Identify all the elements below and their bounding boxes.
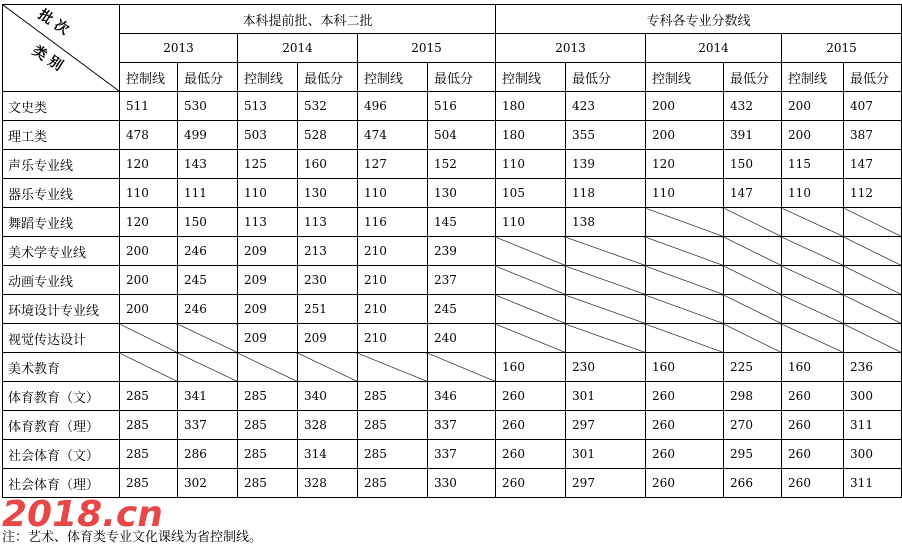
score-cell: 160 — [646, 353, 724, 382]
watermark-logo: 2018.cn — [2, 494, 163, 535]
score-cell: 209 — [238, 295, 298, 324]
empty-slash-cell — [566, 295, 646, 324]
empty-slash-cell — [844, 324, 902, 353]
score-cell: 112 — [844, 179, 902, 208]
subheader-min-score: 最低分 — [428, 63, 496, 92]
year-header: 2013 — [120, 34, 238, 63]
score-cell: 209 — [238, 237, 298, 266]
empty-slash-cell — [844, 208, 902, 237]
table-row — [3, 208, 902, 237]
score-cell: 200 — [120, 266, 178, 295]
score-cell: 105 — [496, 179, 566, 208]
score-cell: 300 — [844, 382, 902, 411]
table-row — [3, 295, 902, 324]
score-cell: 225 — [724, 353, 782, 382]
score-cell: 110 — [358, 179, 428, 208]
score-cell: 236 — [844, 353, 902, 382]
score-cell: 260 — [782, 469, 844, 498]
score-cell: 127 — [358, 150, 428, 179]
category-cell: 社会体育（理） — [3, 469, 120, 498]
score-cell: 260 — [782, 440, 844, 469]
empty-slash-cell — [844, 295, 902, 324]
score-cell: 160 — [496, 353, 566, 382]
score-cell: 116 — [358, 208, 428, 237]
empty-slash-cell — [496, 324, 566, 353]
table-row — [3, 150, 902, 179]
empty-slash-cell — [566, 237, 646, 266]
group-header-undergrad: 本科提前批、本科二批 — [120, 5, 496, 34]
subheader-control-line: 控制线 — [120, 63, 178, 92]
corner-label-category: 类别 — [29, 42, 70, 77]
score-table — [2, 4, 902, 498]
score-cell: 110 — [496, 208, 566, 237]
score-cell: 230 — [566, 353, 646, 382]
score-cell: 130 — [298, 179, 358, 208]
table-row — [3, 411, 902, 440]
category-cell: 社会体育（文） — [3, 440, 120, 469]
table-row — [3, 324, 902, 353]
score-cell: 478 — [120, 121, 178, 150]
year-header: 2014 — [238, 34, 358, 63]
score-cell: 251 — [298, 295, 358, 324]
empty-slash-cell — [724, 324, 782, 353]
score-cell: 330 — [428, 469, 496, 498]
score-cell: 528 — [298, 121, 358, 150]
score-cell: 237 — [428, 266, 496, 295]
table-row — [3, 92, 902, 121]
empty-slash-cell — [178, 353, 238, 382]
corner-label-batch: 批次 — [35, 6, 76, 41]
score-cell: 355 — [566, 121, 646, 150]
empty-slash-cell — [646, 237, 724, 266]
score-cell: 499 — [178, 121, 238, 150]
score-cell: 213 — [298, 237, 358, 266]
category-cell: 理工类 — [3, 121, 120, 150]
score-cell: 270 — [724, 411, 782, 440]
empty-slash-cell — [724, 237, 782, 266]
year-header: 2015 — [358, 34, 496, 63]
score-cell: 130 — [428, 179, 496, 208]
score-cell: 260 — [496, 382, 566, 411]
score-cell: 532 — [298, 92, 358, 121]
table-row — [3, 266, 902, 295]
empty-slash-cell — [782, 295, 844, 324]
score-cell: 147 — [844, 150, 902, 179]
subheader-min-score: 最低分 — [298, 63, 358, 92]
empty-slash-cell — [120, 353, 178, 382]
score-cell: 138 — [566, 208, 646, 237]
score-cell: 511 — [120, 92, 178, 121]
score-cell: 110 — [120, 179, 178, 208]
score-cell: 295 — [724, 440, 782, 469]
score-cell: 337 — [178, 411, 238, 440]
score-cell: 260 — [646, 411, 724, 440]
score-cell: 110 — [496, 150, 566, 179]
score-cell: 311 — [844, 411, 902, 440]
score-cell: 286 — [178, 440, 238, 469]
score-cell: 125 — [238, 150, 298, 179]
score-cell: 285 — [358, 411, 428, 440]
empty-slash-cell — [724, 208, 782, 237]
empty-slash-cell — [844, 237, 902, 266]
score-cell: 297 — [566, 411, 646, 440]
empty-slash-cell — [782, 208, 844, 237]
score-cell: 246 — [178, 237, 238, 266]
score-cell: 200 — [646, 92, 724, 121]
score-cell: 209 — [298, 324, 358, 353]
score-cell: 260 — [646, 469, 724, 498]
score-cell: 285 — [358, 469, 428, 498]
subheader-control-line: 控制线 — [358, 63, 428, 92]
score-cell: 160 — [298, 150, 358, 179]
score-cell: 120 — [120, 208, 178, 237]
score-cell: 391 — [724, 121, 782, 150]
score-cell: 407 — [844, 92, 902, 121]
empty-slash-cell — [782, 237, 844, 266]
category-cell: 器乐专业线 — [3, 179, 120, 208]
score-cell: 285 — [120, 382, 178, 411]
category-cell: 环境设计专业线 — [3, 295, 120, 324]
score-cell: 516 — [428, 92, 496, 121]
score-cell: 260 — [646, 440, 724, 469]
empty-slash-cell — [496, 237, 566, 266]
score-cell: 432 — [724, 92, 782, 121]
score-cell: 260 — [496, 469, 566, 498]
score-cell: 285 — [238, 440, 298, 469]
score-cell: 504 — [428, 121, 496, 150]
empty-slash-cell — [646, 295, 724, 324]
score-cell: 210 — [358, 295, 428, 324]
score-cell: 120 — [646, 150, 724, 179]
empty-slash-cell — [566, 324, 646, 353]
category-cell: 文史类 — [3, 92, 120, 121]
year-header: 2014 — [646, 34, 782, 63]
score-cell: 302 — [178, 469, 238, 498]
score-cell: 474 — [358, 121, 428, 150]
score-cell: 285 — [238, 382, 298, 411]
score-cell: 260 — [496, 440, 566, 469]
category-cell: 声乐专业线 — [3, 150, 120, 179]
empty-slash-cell — [646, 208, 724, 237]
empty-slash-cell — [844, 266, 902, 295]
table-row — [3, 121, 902, 150]
score-cell: 300 — [844, 440, 902, 469]
empty-slash-cell — [646, 324, 724, 353]
empty-slash-cell — [120, 324, 178, 353]
subheader-control-line: 控制线 — [646, 63, 724, 92]
score-cell: 200 — [782, 121, 844, 150]
score-cell: 113 — [238, 208, 298, 237]
score-cell: 139 — [566, 150, 646, 179]
score-cell: 337 — [428, 411, 496, 440]
category-cell: 动画专业线 — [3, 266, 120, 295]
score-cell: 110 — [782, 179, 844, 208]
empty-slash-cell — [496, 266, 566, 295]
table-row — [3, 237, 902, 266]
score-cell: 240 — [428, 324, 496, 353]
score-cell: 285 — [358, 440, 428, 469]
score-cell: 285 — [358, 382, 428, 411]
empty-slash-cell — [238, 353, 298, 382]
empty-slash-cell — [496, 295, 566, 324]
score-cell: 387 — [844, 121, 902, 150]
empty-slash-cell — [428, 353, 496, 382]
score-cell: 328 — [298, 469, 358, 498]
score-cell: 266 — [724, 469, 782, 498]
score-cell: 210 — [358, 266, 428, 295]
score-cell: 314 — [298, 440, 358, 469]
score-cell: 328 — [298, 411, 358, 440]
score-cell: 246 — [178, 295, 238, 324]
score-cell: 260 — [646, 382, 724, 411]
score-cell: 230 — [298, 266, 358, 295]
group-header-vocational: 专科各专业分数线 — [496, 5, 902, 34]
footnote: 注：艺术、体育类专业文化课线为省控制线。 — [2, 530, 263, 545]
score-cell: 200 — [120, 295, 178, 324]
empty-slash-cell — [566, 266, 646, 295]
category-cell: 视觉传达设计 — [3, 324, 120, 353]
score-cell: 301 — [566, 440, 646, 469]
score-cell: 245 — [428, 295, 496, 324]
subheader-control-line: 控制线 — [238, 63, 298, 92]
score-cell: 285 — [238, 411, 298, 440]
score-cell: 341 — [178, 382, 238, 411]
score-cell: 530 — [178, 92, 238, 121]
empty-slash-cell — [358, 353, 428, 382]
category-cell: 舞蹈专业线 — [3, 208, 120, 237]
score-cell: 298 — [724, 382, 782, 411]
empty-slash-cell — [724, 266, 782, 295]
table-row — [3, 353, 902, 382]
score-cell: 285 — [120, 411, 178, 440]
score-cell: 200 — [120, 237, 178, 266]
score-cell: 513 — [238, 92, 298, 121]
subheader-min-score: 最低分 — [724, 63, 782, 92]
empty-slash-cell — [782, 324, 844, 353]
score-cell: 285 — [238, 469, 298, 498]
score-cell: 118 — [566, 179, 646, 208]
score-cell: 423 — [566, 92, 646, 121]
score-cell: 113 — [298, 208, 358, 237]
score-cell: 245 — [178, 266, 238, 295]
empty-slash-cell — [298, 353, 358, 382]
score-cell: 150 — [178, 208, 238, 237]
score-cell: 200 — [782, 92, 844, 121]
empty-slash-cell — [724, 295, 782, 324]
table-row — [3, 179, 902, 208]
subheader-min-score: 最低分 — [566, 63, 646, 92]
year-header: 2015 — [782, 34, 902, 63]
score-cell: 111 — [178, 179, 238, 208]
score-cell: 200 — [646, 121, 724, 150]
score-cell: 209 — [238, 266, 298, 295]
category-cell: 美术学专业线 — [3, 237, 120, 266]
score-cell: 180 — [496, 121, 566, 150]
subheader-min-score: 最低分 — [844, 63, 902, 92]
score-cell: 503 — [238, 121, 298, 150]
score-cell: 285 — [120, 469, 178, 498]
score-cell: 147 — [724, 179, 782, 208]
score-cell: 143 — [178, 150, 238, 179]
score-cell: 297 — [566, 469, 646, 498]
score-cell: 152 — [428, 150, 496, 179]
score-cell: 210 — [358, 237, 428, 266]
score-cell: 260 — [782, 382, 844, 411]
score-cell: 150 — [724, 150, 782, 179]
corner-header — [3, 5, 120, 92]
subheader-control-line: 控制线 — [496, 63, 566, 92]
score-cell: 311 — [844, 469, 902, 498]
score-cell: 209 — [238, 324, 298, 353]
empty-slash-cell — [782, 266, 844, 295]
subheader-control-line: 控制线 — [782, 63, 844, 92]
empty-slash-cell — [178, 324, 238, 353]
score-cell: 340 — [298, 382, 358, 411]
table-row — [3, 440, 902, 469]
score-cell: 337 — [428, 440, 496, 469]
score-cell: 145 — [428, 208, 496, 237]
table-row — [3, 382, 902, 411]
score-cell: 285 — [120, 440, 178, 469]
subheader-min-score: 最低分 — [178, 63, 238, 92]
score-cell: 301 — [566, 382, 646, 411]
year-header: 2013 — [496, 34, 646, 63]
score-cell: 239 — [428, 237, 496, 266]
score-cell: 496 — [358, 92, 428, 121]
empty-slash-cell — [646, 266, 724, 295]
score-cell: 110 — [646, 179, 724, 208]
score-cell: 346 — [428, 382, 496, 411]
category-cell: 美术教育 — [3, 353, 120, 382]
score-cell: 260 — [496, 411, 566, 440]
score-cell: 120 — [120, 150, 178, 179]
score-cell: 180 — [496, 92, 566, 121]
category-cell: 体育教育（理） — [3, 411, 120, 440]
category-cell: 体育教育（文） — [3, 382, 120, 411]
score-cell: 110 — [238, 179, 298, 208]
score-cell: 260 — [782, 411, 844, 440]
score-cell: 115 — [782, 150, 844, 179]
score-cell: 210 — [358, 324, 428, 353]
score-cell: 160 — [782, 353, 844, 382]
